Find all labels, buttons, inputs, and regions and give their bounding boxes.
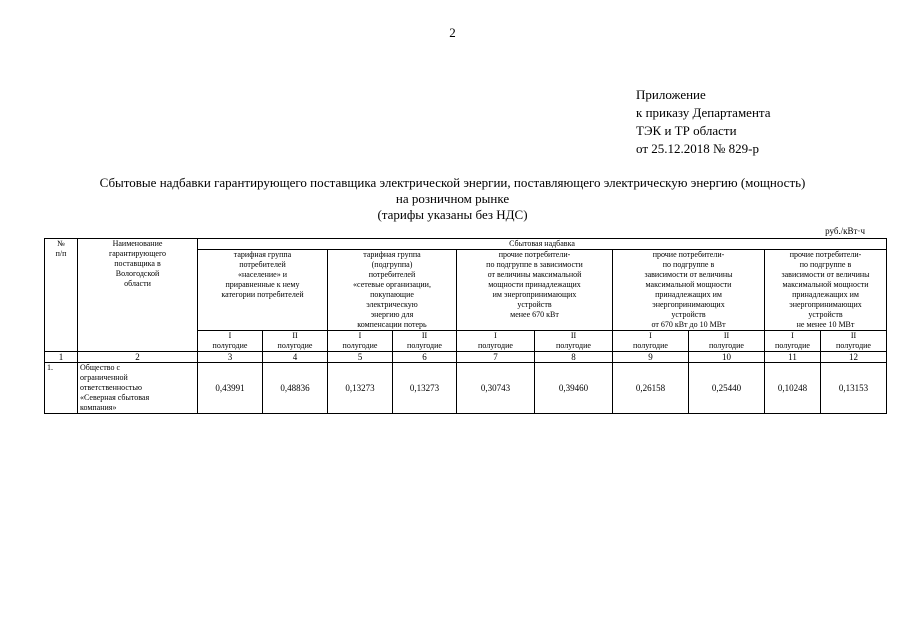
supplier-name: Общество с ограниченной ответственностью «Северная сбытовая компания» [78,363,198,414]
half-cell: II полугодие [821,331,887,352]
appendix-block [636,86,771,158]
header-group-670-to-10mw: прочие потребители- по подгруппе в зависимости от величины максимальной мощности принадлежащих им энергопринимающих устройств от 670 кВт до 10 МВт [613,250,765,331]
col-number: 5 [328,352,393,363]
tariff-table [44,238,887,414]
col-number: 6 [393,352,457,363]
half-cell: I полугодие [613,331,689,352]
value-cell: 0,25440 [689,363,765,414]
title-line: (тарифы указаны без НДС) [377,207,528,222]
half-cell: II полугодие [535,331,613,352]
table-header-row [45,239,887,250]
value-cell: 0,43991 [198,363,263,414]
header-group-title: Сбытовая надбавка [198,239,887,250]
value-cell: 0,13273 [393,363,457,414]
title-line: Сбытовые надбавки гарантирующего поставщика электрической энергии, поставляющего электрическую энергию (мощность) [99,175,806,190]
col-number: 8 [535,352,613,363]
half-cell: I полугодие [328,331,393,352]
value-cell: 0,48836 [263,363,328,414]
appendix-line: от 25.12.2018 № 829-р [636,141,759,156]
value-cell: 0,39460 [535,363,613,414]
col-number: 2 [78,352,198,363]
col-number: 1 [45,352,78,363]
page-number: 2 [449,25,456,40]
document-title [0,175,905,223]
value-cell: 0,30743 [457,363,535,414]
value-cell: 0,26158 [613,363,689,414]
header-group-population: тарифная группа потребителей «население» и приравненные к нему категории потребителей [198,250,328,331]
half-cell: I полугодие [765,331,821,352]
value-cell: 0,13153 [821,363,887,414]
half-cell: II полугодие [689,331,765,352]
half-cell: I полугодие [198,331,263,352]
half-cell: II полугодие [263,331,328,352]
header-group-over-10mw: прочие потребители- по подгруппе в зависимости от величины максимальной мощности принадлежащих им энергопринимающих устройств не менее 10 МВт [765,250,887,331]
row-number: 1. [45,363,78,414]
col-number: 4 [263,352,328,363]
title-line: на розничном рынке [395,191,510,206]
half-cell: II полугодие [393,331,457,352]
header-group-network: тарифная группа (подгруппа) потребителей «сетевые организации, покупающие электрическую энергию для компенсации потерь [328,250,457,331]
half-cell: I полугодие [457,331,535,352]
value-cell: 0,13273 [328,363,393,414]
units-label: руб./кВт·ч [825,226,865,236]
column-numbers-row [45,352,887,363]
appendix-line: к приказу Департамента [636,105,771,120]
table-row [45,363,887,414]
col-number: 9 [613,352,689,363]
appendix-line: ТЭК и ТР области [636,123,737,138]
header-col-name: Наименование гарантирующего поставщика в Вологодской области [78,239,198,352]
value-cell: 0,10248 [765,363,821,414]
col-number: 10 [689,352,765,363]
col-number: 11 [765,352,821,363]
header-group-under-670: прочие потребители- по подгруппе в зависимости от величины максимальной мощности принадлежащих им энергопринимающих устройств менее 670 кВт [457,250,613,331]
col-number: 3 [198,352,263,363]
col-number: 7 [457,352,535,363]
appendix-line: Приложение [636,87,706,102]
col-number: 12 [821,352,887,363]
header-col-num: № п/п [45,239,78,352]
